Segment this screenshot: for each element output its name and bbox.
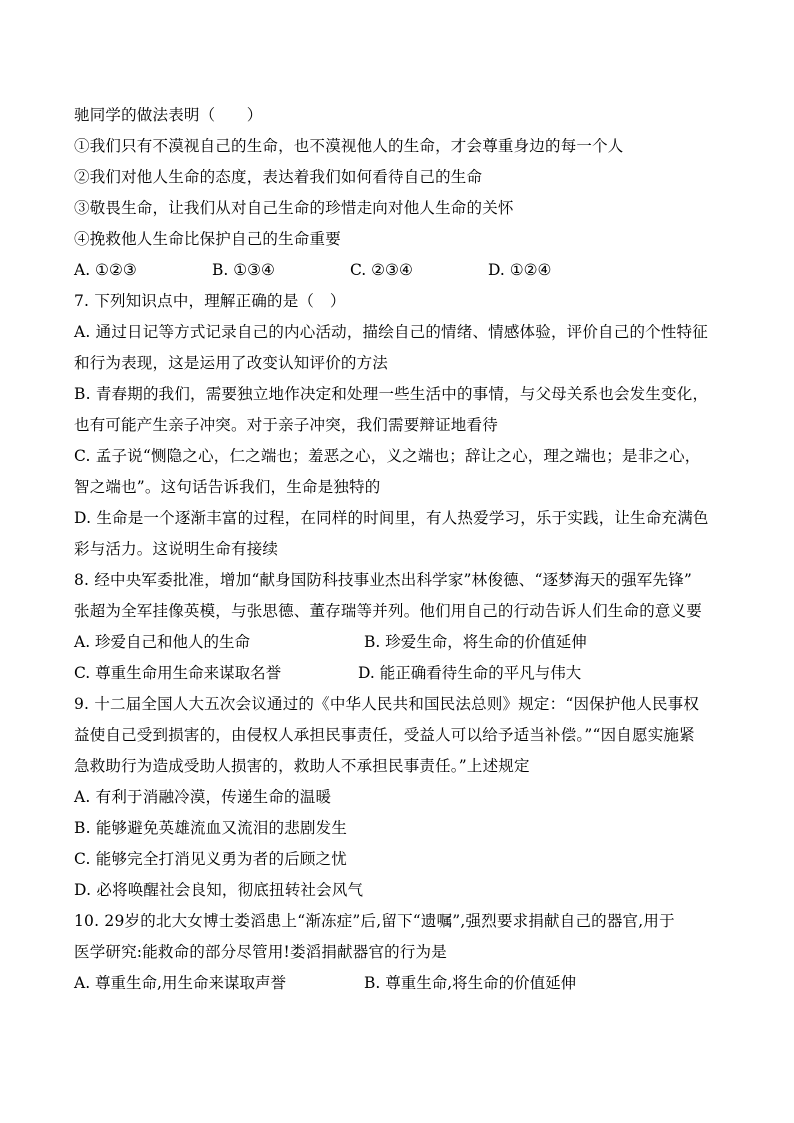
q6-options [74, 255, 734, 286]
q9-option-a[interactable]: A. 有利于消融冷漠，传递生命的温暖 [74, 788, 332, 806]
q7-option-b-line-1[interactable]: B. 青春期的我们，需要独立地作决定和处理一些生活中的事情，与父母关系也会发生变化， [74, 385, 709, 403]
page-content [74, 100, 734, 999]
q7-option-a-line-1[interactable]: A. 通过日记等方式记录自己的内心活动，描绘自己的情绪、情感体验，评价自己的个性特征 [74, 323, 708, 341]
q7-option-c-line-1[interactable]: C. 孟子说“恻隐之心，仁之端也；羞恶之心，义之端也；辞让之心，理之端也；是非之心， [74, 447, 701, 465]
q9-option-d[interactable]: D. 必将唤醒社会良知，彻底扭转社会风气 [74, 881, 364, 899]
q9-stem-line-3: 急救助行为造成受助人损害的，救助人不承担民事责任。”上述规定 [74, 757, 530, 775]
q10-options-row [74, 968, 734, 999]
q6-option-d[interactable]: D. ①②④ [488, 261, 552, 279]
q8-option-d[interactable]: D. 能正确看待生命的平凡与伟大 [358, 664, 582, 682]
q8-option-c[interactable]: C. 尊重生命用生命来谋取名誉 [74, 664, 282, 682]
q8-options-row-1 [74, 627, 734, 658]
q7-option-b-line-2: 也有可能产生亲子冲突。对于亲子冲突，我们需要辩证地看待 [74, 416, 498, 434]
q9-option-c[interactable]: C. 能够完全打消见义勇为者的后顾之忧 [74, 850, 347, 868]
q7-stem: 7. 下列知识点中，理解正确的是（ ） [74, 292, 346, 310]
q10-stem-line-2: 医学研究:能救命的部分尽管用!娄滔捐献器官的行为是 [74, 943, 447, 961]
q10-stem-line-1: 10. 29岁的北大女博士娄滔患上“渐冻症”后,留下“遗嘱”,强烈要求捐献自己的器官,用于 [74, 912, 675, 930]
q6-item-2: ②我们对他人生命的态度，表达着我们如何看待自己的生命 [74, 168, 483, 186]
q8-option-b[interactable]: B. 珍爱生命，将生命的价值延伸 [364, 633, 587, 651]
q9-stem-line-2: 益使自己受到损害的，由侵权人承担民事责任，受益人可以给予适当补偿。”“因自愿实施紧 [74, 726, 695, 744]
q7-option-a-line-2: 和行为表现，这是运用了改变认知评价的方法 [74, 354, 389, 372]
q6-stem-tail: 驰同学的做法表明（ ） [74, 106, 263, 124]
q8-stem-line-2: 张超为全军挂像英模，与张思德、董存瑞等并列。他们用自己的行动告诉人们生命的意义要 [74, 602, 703, 620]
q6-option-a[interactable]: A. ①②③ [74, 261, 137, 279]
q6-item-1: ①我们只有不漠视自己的生命，也不漠视他人的生命，才会尊重身边的每一个人 [74, 137, 624, 155]
q7-option-d-line-2: 彩与活力。这说明生命有接续 [74, 540, 279, 558]
q10-option-b[interactable]: B. 尊重生命,将生命的价值延伸 [364, 974, 577, 992]
q7-option-c-line-2: 智之端也”。这句话告诉我们，生命是独特的 [74, 478, 381, 496]
q6-option-b[interactable]: B. ①③④ [212, 261, 275, 279]
q6-item-3: ③敬畏生命，让我们从对自己生命的珍惜走向对他人生命的关怀 [74, 199, 514, 217]
q10-option-a[interactable]: A. 尊重生命,用生命来谋取声誉 [74, 974, 286, 992]
q7-option-d-line-1[interactable]: D. 生命是一个逐渐丰富的过程，在同样的时间里，有人热爱学习，乐于实践，让生命充满色 [74, 509, 709, 527]
q8-stem-line-1: 8. 经中央军委批准，增加“献身国防科技事业杰出科学家”林俊德、“逐梦海天的强军先锋” [74, 571, 693, 589]
q6-option-c[interactable]: C. ②③④ [350, 261, 413, 279]
q6-item-4: ④挽救他人生命比保护自己的生命重要 [74, 230, 341, 248]
q9-option-b[interactable]: B. 能够避免英雄流血又流泪的悲剧发生 [74, 819, 348, 837]
q9-stem-line-1: 9. 十二届全国人大五次会议通过的《中华人民共和国民法总则》规定：“因保护他人民事权 [74, 695, 700, 713]
q8-options-row-2 [74, 658, 734, 689]
q8-option-a[interactable]: A. 珍爱自己和他人的生命 [74, 633, 251, 651]
